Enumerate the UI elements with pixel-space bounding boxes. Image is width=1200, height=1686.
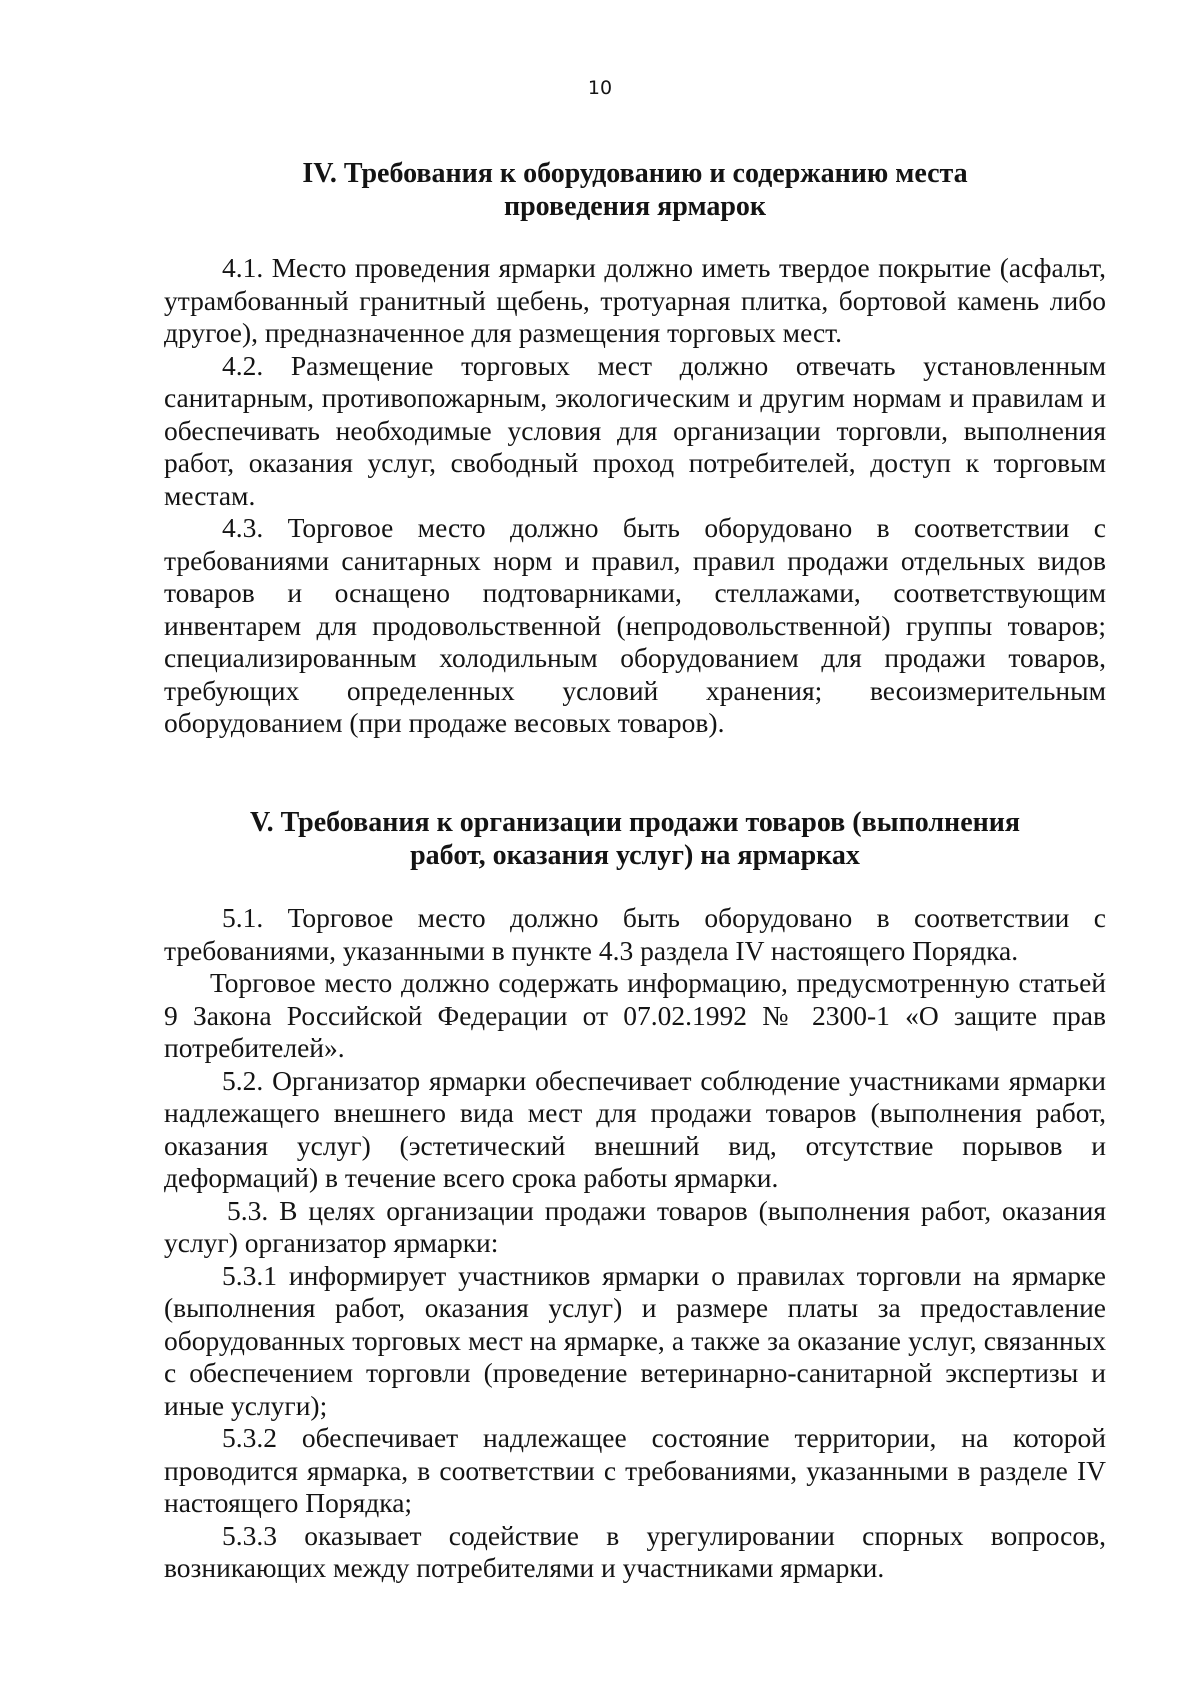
paragraph-5-3-1: 5.3.1 информирует участников ярмарки о правилах торговли на ярмарке (выполнения работ, оказания услуг) и размере платы за предоставление оборудованных торговых мест на ярмарке, а также за оказание услуг, связанных с обеспечением торговли (проведение ветеринарно-санитарной экспертизы и иные услуги); <box>164 1259 1106 1421</box>
paragraph-4-3: 4.3. Торговое место должно быть оборудовано в соответствии с требованиями санитарных норм и правил, правил продажи отдельных видов товаров и оснащено подтоварниками, стеллажами, соответствующим инвентарем для продовольственной (непродовольственной) группы товаров; специализированным холодильным оборудованием для продажи товаров, требующих определенных условий хранения; весоизмерительным оборудованием (при продаже весовых товаров). <box>164 512 1106 738</box>
paragraph-4-1: 4.1. Место проведения ярмарки должно иметь твердое покрытие (асфальт, утрамбованный гранитный щебень, тротуарная плитка, бортовой камень либо другое), предназначенное для размещения торговых мест. <box>164 252 1106 348</box>
page-number: 10 <box>587 77 613 99</box>
paragraph-5-2: 5.2. Организатор ярмарки обеспечивает соблюдение участниками ярмарки надлежащего внешнего вида мест для продажи товаров (выполнения работ, оказания услуг) (эстетический внешний вид, отсутствие порывов и деформаций) в течение всего срока работы ярмарки. <box>164 1064 1106 1193</box>
paragraph-5-3-3: 5.3.3 оказывает содействие в урегулировании спорных вопросов, возникающих между потребителями и участниками ярмарки. <box>164 1519 1106 1583</box>
section-5-heading <box>164 806 1106 872</box>
section-5-title-line2: работ, оказания услуг) на ярмарках <box>410 840 860 871</box>
section-5-title-line1: V. Требования к организации продажи товаров (выполнения <box>249 807 1021 838</box>
section-4-heading <box>164 157 1106 223</box>
section-4-title-line1: IV. Требования к оборудованию и содержанию места <box>302 158 968 189</box>
paragraph-5-1: 5.1. Торговое место должно быть оборудовано в соответствии с требованиями, указанными в пункте 4.3 раздела IV настоящего Порядка. <box>164 902 1106 966</box>
section-4-body <box>164 252 1106 740</box>
paragraph-5-3: 5.3. В целях организации продажи товаров (выполнения работ, оказания услуг) организатор ярмарки: <box>164 1194 1106 1258</box>
paragraph-5-1-info: Торговое место должно содержать информацию, предусмотренную статьей 9 Закона Российской Федерации от 07.02.1992 № 2300-1 «О защите прав потребителей». <box>164 967 1106 1063</box>
paragraph-5-3-2: 5.3.2 обеспечивает надлежащее состояние территории, на которой проводится ярмарка, в соответствии с требованиями, указанными в разделе IV настоящего Порядка; <box>164 1422 1106 1518</box>
paragraph-4-2: 4.2. Размещение торговых мест должно отвечать установленным санитарным, противопожарным, экологическим и другим нормам и правилам и обеспечивать необходимые условия для организации торговли, выполнения работ, оказания услуг, свободный проход потребителей, доступ к торговым местам. <box>164 349 1106 511</box>
section-4-title-line2: проведения ярмарок <box>503 191 767 222</box>
section-5-body <box>164 902 1106 1585</box>
